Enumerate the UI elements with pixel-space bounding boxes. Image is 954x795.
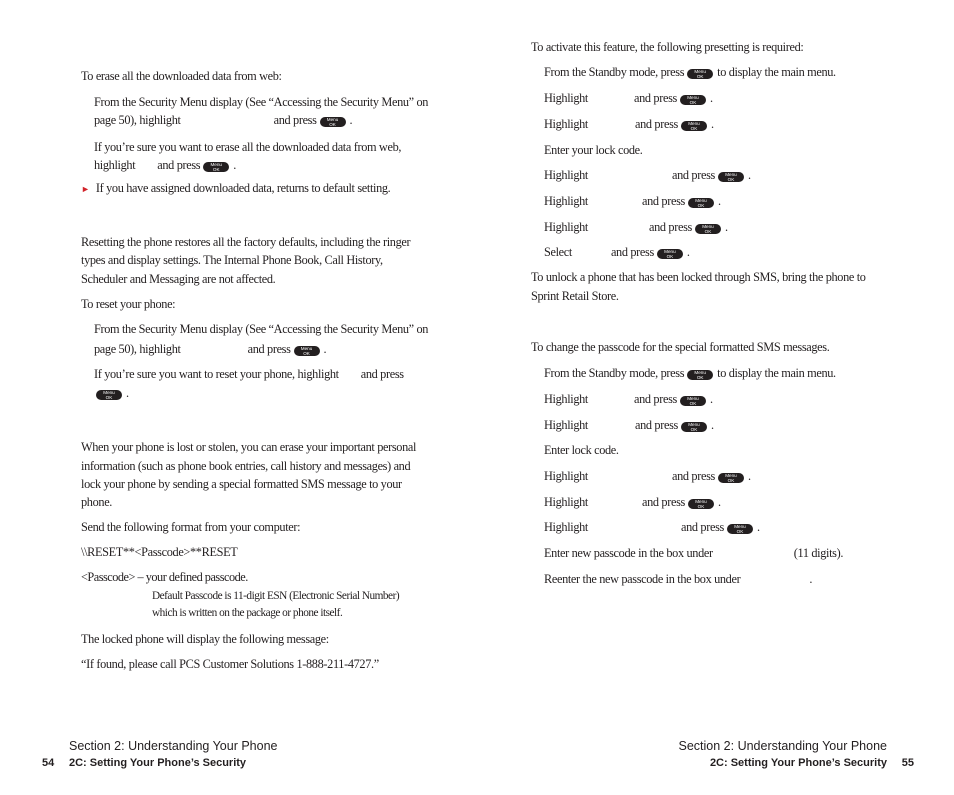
activate-step7: Highlight and press Menu OK . [544,220,728,234]
send-intro: Send the following format from your computer: [81,520,301,534]
activate-intro: To activate this feature, the following presetting is required: [531,40,804,54]
sms-format: \\RESET**<Passcode>**RESET [81,545,238,559]
activate-step3: Highlight and press Menu OK . [544,117,714,131]
red-arrow-icon: ► [81,184,90,194]
menu-ok-key-icon: Menu OK [680,95,706,105]
menu-ok-key-icon: Menu OK [96,390,122,400]
erase-intro: To erase all the downloaded data from web: [81,69,282,83]
change-step9: Reenter the new passcode in the box under . [544,572,813,586]
lost-para-line4: phone. [81,495,113,509]
menu-ok-key-icon: Menu OK [695,224,721,234]
activate-step6: Highlight and press Menu OK . [544,194,721,208]
erase-step1-line1: From the Security Menu display (See “Accessing the Security Menu” on [94,95,429,109]
erase-note: ► If you have assigned downloaded data, returns to default setting. [81,181,391,195]
change-step6: Highlight and press Menu OK . [544,495,721,509]
footer-left-chapter: 2C: Setting Your Phone’s Security [69,757,247,769]
default-passcode-line2: which is written on the package or phone itself. [152,607,343,619]
reset-intro: To reset your phone: [81,297,176,311]
menu-ok-key-icon: Menu OK [687,69,713,79]
reset-para-line2: types and display settings. The Internal Phone Book, Call History, [81,253,383,267]
erase-step1-line2: page 50), highlight and press Menu OK . [94,113,353,127]
footer-right-section: Section 2: Understanding Your Phone [678,739,887,753]
locked-message: “If found, please call PCS Customer Solutions 1-888-211-4727.” [81,657,379,671]
erase-step2-line2: highlight and press Menu OK . [94,158,236,172]
lost-para-line2: information (such as phone book entries, call history and messages) and [81,459,411,473]
unlock-line2: Sprint Retail Store. [531,289,619,303]
activate-step8: Select and press Menu OK . [544,245,690,259]
reset-step1-line2: page 50), highlight and press Menu OK . [94,342,327,356]
lost-para-line1: When your phone is lost or stolen, you can erase your important personal [81,440,417,454]
activate-step1: From the Standby mode, press Menu OK to display the main menu. [544,65,836,79]
menu-ok-key-icon: Menu OK [320,117,346,127]
reset-step2-line1: If you’re sure you want to reset your phone, highlight and press [94,367,404,381]
menu-ok-key-icon: Menu OK [688,499,714,509]
footer-right-chapter: 2C: Setting Your Phone’s Security [709,757,887,769]
activate-step5: Highlight and press Menu OK . [544,168,751,182]
menu-ok-key-icon: Menu OK [718,172,744,182]
footer-right-page-number: 55 [901,757,914,769]
change-step7: Highlight and press Menu OK . [544,520,760,534]
menu-ok-key-icon: Menu OK [657,249,683,259]
menu-ok-key-icon: Menu OK [680,396,706,406]
menu-ok-key-icon: Menu OK [681,422,707,432]
default-passcode-line1: Default Passcode is 11-digit ESN (Electronic Serial Number) [152,590,400,602]
reset-step1-line1: From the Security Menu display (See “Accessing the Security Menu” on [94,322,429,336]
menu-ok-key-icon: Menu OK [727,524,753,534]
passcode-definition: <Passcode> – your defined passcode. [81,570,248,584]
change-step2: Highlight and press Menu OK . [544,392,713,406]
lost-para-line3: lock your phone by sending a special formatted SMS message to your [81,477,402,491]
change-step3: Highlight and press Menu OK . [544,418,714,432]
footer-left-section: Section 2: Understanding Your Phone [69,739,278,753]
menu-ok-key-icon: Menu OK [718,473,744,483]
change-intro: To change the passcode for the special formatted SMS messages. [531,340,830,354]
change-step1: From the Standby mode, press Menu OK to display the main menu. [544,366,836,380]
menu-ok-key-icon: Menu OK [294,346,320,356]
activate-step4: Enter your lock code. [544,143,643,157]
locked-message-intro: The locked phone will display the following message: [81,632,329,646]
activate-step2: Highlight and press Menu OK . [544,91,713,105]
erase-step2-line1: If you’re sure you want to erase all the downloaded data from web, [94,140,402,154]
menu-ok-key-icon: Menu OK [687,370,713,380]
footer-left-page-number: 54 [42,757,55,769]
menu-ok-key-icon: Menu OK [203,162,229,172]
reset-para-line3: Scheduler and Messaging are not affected. [81,272,276,286]
change-step4: Enter lock code. [544,443,619,457]
change-step8: Enter new passcode in the box under (11 digits). [544,546,844,560]
menu-ok-key-icon: Menu OK [681,121,707,131]
change-step5: Highlight and press Menu OK . [544,469,751,483]
unlock-line1: To unlock a phone that has been locked through SMS, bring the phone to [531,270,866,284]
reset-step2-line2: Menu OK . [94,384,129,402]
reset-para-line1: Resetting the phone restores all the factory defaults, including the ringer [81,235,411,249]
menu-ok-key-icon: Menu OK [688,198,714,208]
